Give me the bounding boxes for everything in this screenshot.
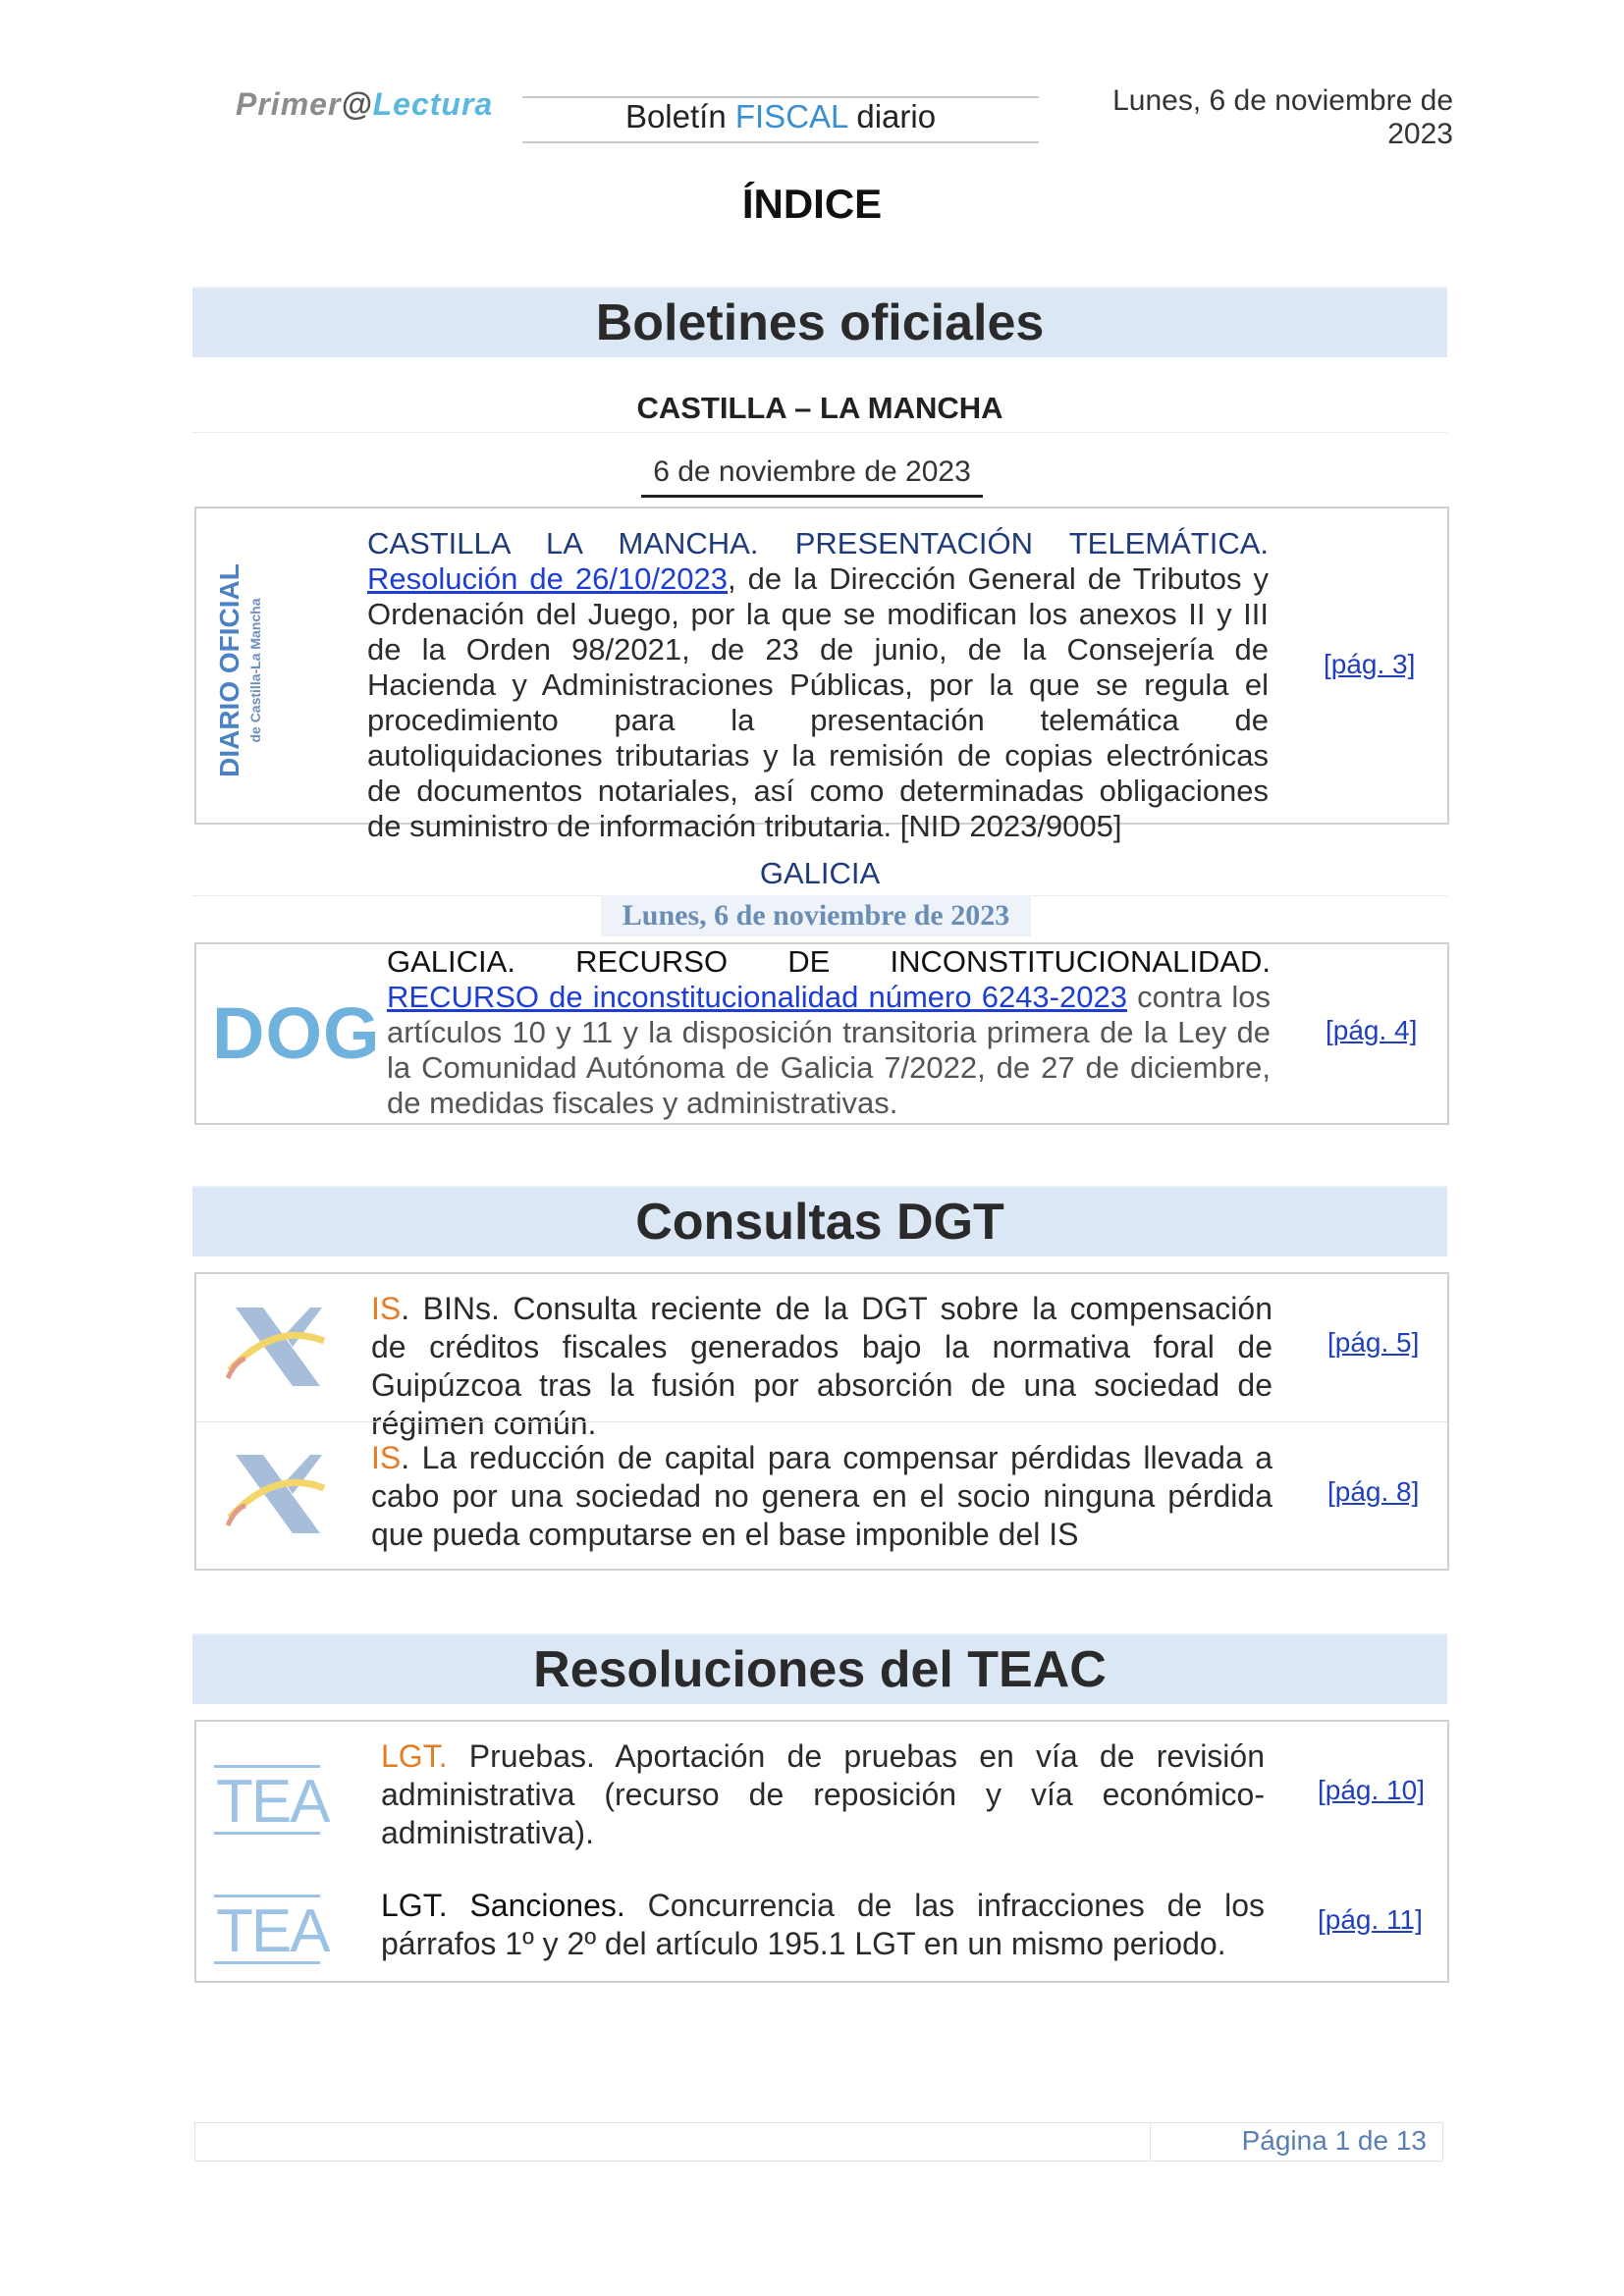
entry-castilla xyxy=(194,507,1449,843)
tea-logo: TEA xyxy=(214,1761,322,1836)
teac-item-2-text: LGT. Sanciones. Concurrencia de las infracciones de los párrafos 1º y 2º del artículo 195.1 LGT en un mismo periodo. xyxy=(381,1888,1266,1961)
tea-logo: TEA xyxy=(214,1891,322,1965)
header-rule-bottom xyxy=(522,141,1039,143)
brand-logo: Primer@Lectura xyxy=(236,86,494,122)
castilla-date: 6 de noviembre de 2023 xyxy=(0,455,1624,498)
page-number: Página 1 de 13 xyxy=(1241,2125,1427,2156)
divider xyxy=(192,432,1447,433)
entry-teac xyxy=(194,1720,1449,1983)
castilla-resolution-link[interactable]: Resolución de 26/10/2023 xyxy=(367,561,729,596)
footer xyxy=(194,2122,1443,2162)
page-ref-link[interactable]: [pág. 10] xyxy=(1318,1775,1425,1805)
galicia-recurso-link[interactable]: RECURSO de inconstitucionalidad número 6243-2023 xyxy=(387,980,1127,1014)
region-castilla: CASTILLA – LA MANCHA xyxy=(636,391,1003,425)
section-banner-dgt: Consultas DGT xyxy=(192,1186,1447,1256)
dgt-item-1-text: IS. BINs. Consulta reciente de la DGT sobre la compensación de créditos fiscales generados bajo la normativa foral de Guipúzcoa tras la fusión por absorción de una sociedad de régimen común. xyxy=(371,1291,1272,1441)
page-ref-link[interactable]: [pág. 4] xyxy=(1326,1015,1418,1045)
index-title: ÍNDICE xyxy=(741,181,883,227)
region-galicia: GALICIA xyxy=(759,856,881,890)
dog-logo: DOG xyxy=(212,992,381,1074)
page-ref-link[interactable]: [pág. 3] xyxy=(1324,649,1416,679)
teac-item-1-text: LGT. Pruebas. Aportación de pruebas en vía de revisión administrativa (recurso de reposición y vía económico-administrativa). xyxy=(381,1738,1265,1850)
diario-oficial-clm-logo: DIARIO OFICIAL de Castilla-La Mancha xyxy=(214,563,263,777)
bulletin-title: Boletín FISCAL diario xyxy=(624,98,937,134)
section-banner-boletines: Boletines oficiales xyxy=(192,287,1447,357)
page-ref-link[interactable]: [pág. 11] xyxy=(1318,1904,1423,1935)
section-banner-teac: Resoluciones del TEAC xyxy=(192,1633,1447,1704)
page-ref-link[interactable]: [pág. 5] xyxy=(1327,1327,1420,1358)
entry-galicia xyxy=(194,942,1449,1125)
entry-dgt xyxy=(194,1272,1449,1571)
castilla-text: CASTILLA LA MANCHA. PRESENTACIÓN TELEMÁTICA. Resolución de 26/10/2023, de la Dirección General de Tributos y Ordenación del Juego, por la que se modifican los anexos II y III de la Orden 98/2021, de 23 de junio, de la Consejería de Hacienda y Administraciones Públicas, por la que se regula el procedimiento para la presentación telemática de autoliquidaciones tributarias y la remisión de copias electrónicas de documentos notariales, así como determinadas obligaciones de suministro de información tributaria. [NID 2023/9005] xyxy=(367,526,1269,843)
galicia-date: Lunes, 6 de noviembre de 2023 xyxy=(601,895,1031,936)
page-ref-link[interactable]: [pág. 8] xyxy=(1327,1476,1420,1507)
aeat-logo-icon xyxy=(226,1449,328,1539)
header-date: Lunes, 6 de noviembre de 2023 xyxy=(1112,84,1453,150)
divider xyxy=(196,1421,1447,1422)
galicia-text: GALICIA. RECURSO DE INCONSTITUCIONALIDAD. RECURSO de inconstitucionalidad número 6243-2023 contra los artículos 10 y 11 y la disposición transitoria primera de la Ley de la Comunidad Autónoma de Galicia 7/2022, de 27 de diciembre, de medidas fiscales y administrativas. xyxy=(387,944,1272,1120)
dgt-item-2-text: IS. La reducción de capital para compensar pérdidas llevada a cabo por una sociedad no genera en el socio ninguna pérdida que pueda computarse en el base imponible del IS xyxy=(371,1440,1272,1552)
aeat-logo-icon xyxy=(226,1302,328,1392)
